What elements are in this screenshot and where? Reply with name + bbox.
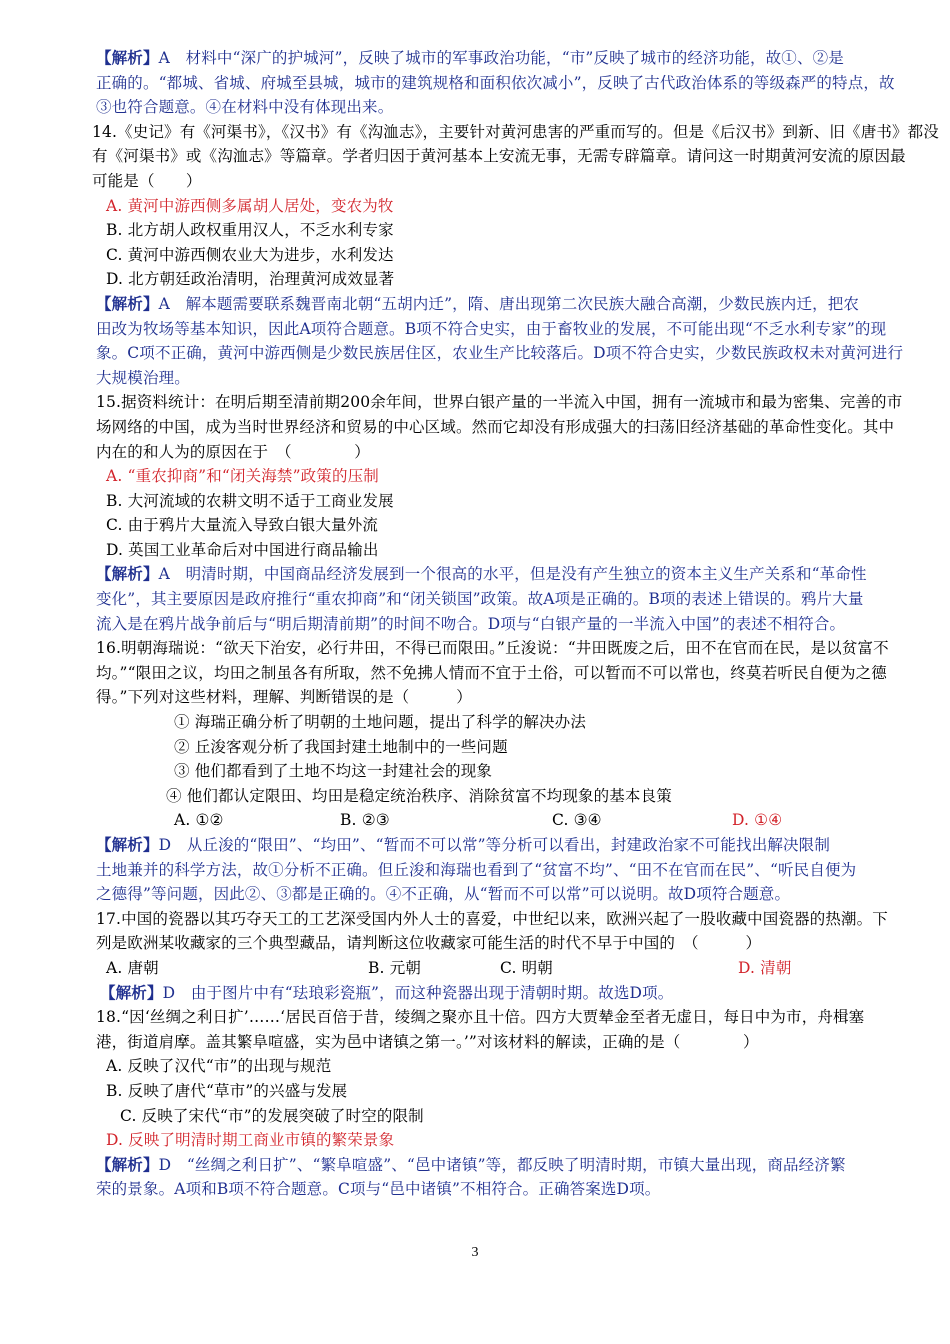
q17-stem-line-1: 17.中国的瓷器以其巧夺天工的工艺深受国内外人士的喜爱，中世纪以来，欧洲兴起了一股收藏中国瓷器的热潮。下: [96, 909, 888, 928]
q17-choice-c: C. 明朝: [500, 958, 553, 977]
q14-stem-line-3: 可能是（ ）: [92, 171, 202, 190]
analysis-label: 【解析】: [96, 48, 159, 67]
q18-option-b: B. 反映了唐代“草市”的兴盛与发展: [106, 1081, 348, 1100]
q17-analysis-line-1: 【解析】D 由于图片中有“珐琅彩瓷瓶”，而这种瓷器出现于清朝时期。故选D项。: [100, 982, 674, 1002]
q16-analysis-line-1: 【解析】D 从丘浚的“限田”、“均田”、“暂而不可以常”等分析可以看出，封建政治家不可能找出解决限制: [96, 835, 830, 854]
q15-option-c: C. 由于鸦片大量流入导致白银大量外流: [106, 516, 379, 535]
q16-statement-4: ④ 他们都认定限田、均田是稳定统治秩序、消除贫富不均现象的基本良策: [166, 786, 672, 805]
q15-option-b: B. 大河流域的农耕文明不适于工商业发展: [106, 491, 394, 510]
q15-analysis-line-1: 【解析】A 明清时期，中国商品经济发展到一个很高的水平，但是没有产生独立的资本主义生产关系和“革命性: [96, 564, 867, 584]
q14-analysis-line-3: 象。C项不正确，黄河中游西侧是少数民族居住区，农业生产比较落后。D项不符合史实，少数民族政权未对黄河进行: [96, 344, 904, 363]
q15-stem-line-2: 场网络的中国，成为当时世界经济和贸易的中心区域。然而它却没有形成强大的扫荡旧经济基础的革命性变化。其中: [96, 417, 895, 436]
q14-analysis-line-1: 【解析】A 解本题需要联系魏晋南北朝“五胡内迁”，隋、唐出现第二次民族大融合高潮，少数民族内迁，把农: [96, 293, 860, 313]
q18-stem-line-2: 港，街道肩摩。盖其繁阜喧盛，实为邑中诸镇之第一。’”对该材料的解读，正确的是（ ）: [96, 1032, 759, 1051]
analysis-label: 【解析】: [100, 982, 163, 1002]
q16-choice-d: D. ①④: [732, 811, 783, 830]
analysis-label: 【解析】: [96, 293, 159, 313]
q17-choice-a: A. 唐朝: [106, 958, 159, 977]
document-page: [92, 46, 939, 1202]
q15-stem-line-3: 内在的和人为的原因在于 （ ）: [96, 442, 370, 461]
q18-analysis-line-2: 荣的景象。A项和B项不符合题意。C项与“邑中诸镇”不相符合。正确答案选D项。: [96, 1180, 661, 1199]
q15-option-a: A. “重农抑商”和“闭关海禁”政策的压制: [106, 467, 379, 486]
q16-analysis-line-2: 土地兼并的科学方法，故①分析不正确。但丘浚和海瑞也看到了“贫富不均”、“田不在官而在民”、“听民自便为: [96, 860, 857, 879]
q16-statement-2: ② 丘浚客观分析了我国封建土地制中的一些问题: [174, 737, 508, 756]
q16-stem-line-1: 16.明朝海瑞说：“欲天下治安，必行井田，不得已而限田。”丘浚说：“井田既废之后，田不在官而在民，是以贫富不: [96, 639, 889, 658]
q16-stem-line-2: 均。”“限田之议，均田之制虽各有所取，然不免拂人情而不宜于土俗，可以暂而不可以常也，终莫若听民自便为之德: [96, 663, 887, 682]
q15-stem-line-1: 15.据资料统计：在明后期至清前期200余年间，世界白银产量的一半流入中国，拥有一流城市和最为密集、完善的市: [96, 393, 903, 412]
q15-analysis-line-3: 流入是在鸦片战争前后与“明后期清前期”的时间不吻合。D项与“白银产量的一半流入中国”的表述不相符合。: [96, 614, 846, 633]
q15-analysis-line-2: 变化”，其主要原因是政府推行“重农抑商”和“闭关锁国”政策。故A项是正确的。B项的表述上错误的。鸦片大量: [96, 590, 864, 609]
q17-choice-d: D. 清朝: [738, 958, 792, 977]
q13-analysis-line-2: 正确的。“都城、省城、府城至县城，城市的建筑规格和面积依次减小”，反映了古代政治体系的等级森严的特点，故: [96, 73, 895, 92]
q14-option-a: A. 黄河中游西侧多属胡人居处，变农为牧: [106, 196, 394, 215]
q18-option-a: A. 反映了汉代“市”的出现与规范: [106, 1057, 332, 1076]
q18-stem-line-1: 18.“因‘丝绸之利日扩’……‘居民百倍于昔，绫绸之聚亦且十倍。四方大贾辇金至者无虚日，每日中为市，舟楫塞: [96, 1008, 865, 1027]
q14-option-b: B. 北方胡人政权重用汉人，不乏水利专家: [106, 221, 394, 240]
q18-analysis-line-1: 【解析】D “丝绸之利日扩”、“繁阜喧盛”、“邑中诸镇”等，都反映了明清时期，市镇大量出现，商品经济繁: [96, 1154, 846, 1174]
q13-analysis-line-3: ③也符合题意。④在材料中没有体现出来。: [96, 98, 394, 117]
q13-analysis-line-1: 【解析】A 材料中“深广的护城河”，反映了城市的军事政治功能，“市”反映了城市的经济功能，故①、②是: [96, 48, 844, 67]
q14-stem-line-1: 14.《史记》有《河渠书》，《汉书》有《沟洫志》，主要针对黄河患害的严重而写的。但是《后汉书》到新、旧《唐书》都没: [92, 122, 939, 141]
q16-choices: [96, 808, 904, 833]
q17-choice-b: B. 元朝: [368, 958, 421, 977]
analysis-label: 【解析】: [96, 835, 159, 854]
q14-option-c: C. 黄河中游西侧农业大为进步，水利发达: [106, 245, 394, 264]
q18-option-c: C. 反映了宋代“市”的发展突破了时空的限制: [120, 1106, 424, 1125]
analysis-label: 【解析】: [96, 1154, 159, 1174]
q14-analysis-line-2: 田改为牧场等基本知识，因此A项符合题意。B项不符合史实，由于畜牧业的发展，不可能出现“不乏水利专家”的现: [96, 319, 887, 338]
q17-stem-line-2: 列是欧洲某收藏家的三个典型藏品，请判断这位收藏家可能生活的时代不早于中国的 （ ）: [96, 934, 762, 953]
q17-choices: [96, 956, 904, 981]
q16-stem-line-3: 得。”下列对这些材料，理解、判断错误的是（ ）: [96, 688, 472, 707]
analysis-label: 【解析】: [96, 564, 159, 584]
q14-analysis-line-4: 大规模治理。: [96, 368, 190, 387]
q16-analysis-line-3: 之德得”等问题，因此②、③都是正确的。④不正确，从“暂而不可以常”可以说明。故D项符合题意。: [96, 885, 791, 904]
page-number: 3: [471, 1245, 479, 1260]
q16-choice-b: B. ②③: [340, 811, 390, 830]
q14-option-d: D. 北方朝廷政治清明，治理黄河成效显著: [106, 270, 395, 289]
q16-choice-a: A. ①②: [174, 811, 224, 830]
q14-stem-line-2: 有《河渠书》或《沟洫志》等篇章。学者归因于黄河基本上安流无事，无需专辟篇章。请问这一时期黄河安流的原因最: [92, 147, 906, 166]
q16-statement-1: ① 海瑞正确分析了明朝的土地问题，提出了科学的解决办法: [174, 713, 586, 732]
q16-choice-c: C. ③④: [552, 811, 602, 830]
q16-statement-3: ③ 他们都看到了土地不均这一封建社会的现象: [174, 762, 493, 781]
q15-option-d: D. 英国工业革命后对中国进行商品输出: [106, 540, 379, 559]
q18-option-d: D. 反映了明清时期工商业市镇的繁荣景象: [106, 1131, 395, 1150]
